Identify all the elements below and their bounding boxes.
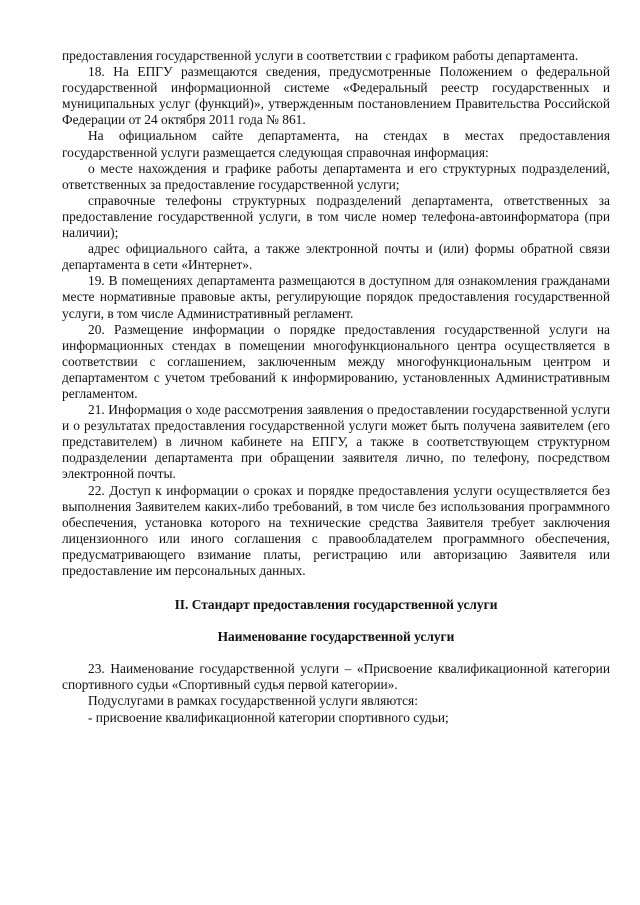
paragraph: 21. Информация о ходе рассмотрения заявления о предоставлении государственной услуги и о результатах предоставления государственной услуги может быть получена заявителем (его представителем) в личном кабинете на ЕПГУ, а также в соответствующем структурном подразделении департамента при обращении заявителя лично, по телефону, посредством электронной почты. [62,402,610,482]
paragraph: 19. В помещениях департамента размещаются в доступном для ознакомления гражданами месте нормативные правовые акты, регулирующие порядок предоставления государственной услуги, в том числе Административный регламент. [62,273,610,321]
paragraph: предоставления государственной услуги в соответствии с графиком работы департамента. [62,48,579,63]
subsection-heading: Наименование государственной услуги [217,629,455,645]
paragraph: 22. Доступ к информации о сроках и порядке предоставления услуги осуществляется без выполнения Заявителем каких-либо требований, в том числе без использования программного обеспечения, установка которого на технические средства Заявителя требует заключения лицензионного или иного соглашения с правообладателем программного обеспечения, предусматривающего взимание платы, регистрацию или авторизацию Заявителя или предоставление им персональных данных. [62,482,610,578]
paragraph: адрес официального сайта, а также электронной почты и (или) формы обратной связи департамента в сети «Интернет». [62,241,610,273]
paragraph: На официальном сайте департамента, на стендах в местах предоставления государственной услуги размещается следующая справочная информация: [62,128,610,160]
paragraph: 20. Размещение информации о порядке предоставления государственной услуги на информационных стендах в помещении многофункционального центра осуществляется в соответствии с соглашением, заключенным между многофункциональным центром и департаментом с учетом требований к информированию, установленных Административным регламентом. [62,321,610,401]
paragraph: 18. На ЕПГУ размещаются сведения, предусмотренные Положением о федеральной государственной информационной системе «Федеральный реестр государственных и муниципальных услуг (функций)», утвержденным постановлением Правительства Российской Федерации от 24 октября 2011 года № 861. [62,64,610,128]
paragraph: - присвоение квалификационной категории спортивного судьи; [88,709,449,725]
paragraph: о месте нахождения и графике работы департамента и его структурных подразделений, ответственных за предоставление государственной услуги; [62,160,610,192]
paragraph: 23. Наименование государственной услуги – «Присвоение квалификационной категории спортивного судьи «Спортивный судья первой категории». [62,661,610,693]
section-heading: II. Стандарт предоставления государственной услуги [174,597,498,613]
document-page [62,48,610,726]
paragraph: Подуслугами в рамках государственной услуги являются: [88,693,418,709]
paragraph: справочные телефоны структурных подразделений департамента, ответственных за предоставление государственной услуги, в том числе номер телефона-автоинформатора (при наличии); [62,192,610,241]
